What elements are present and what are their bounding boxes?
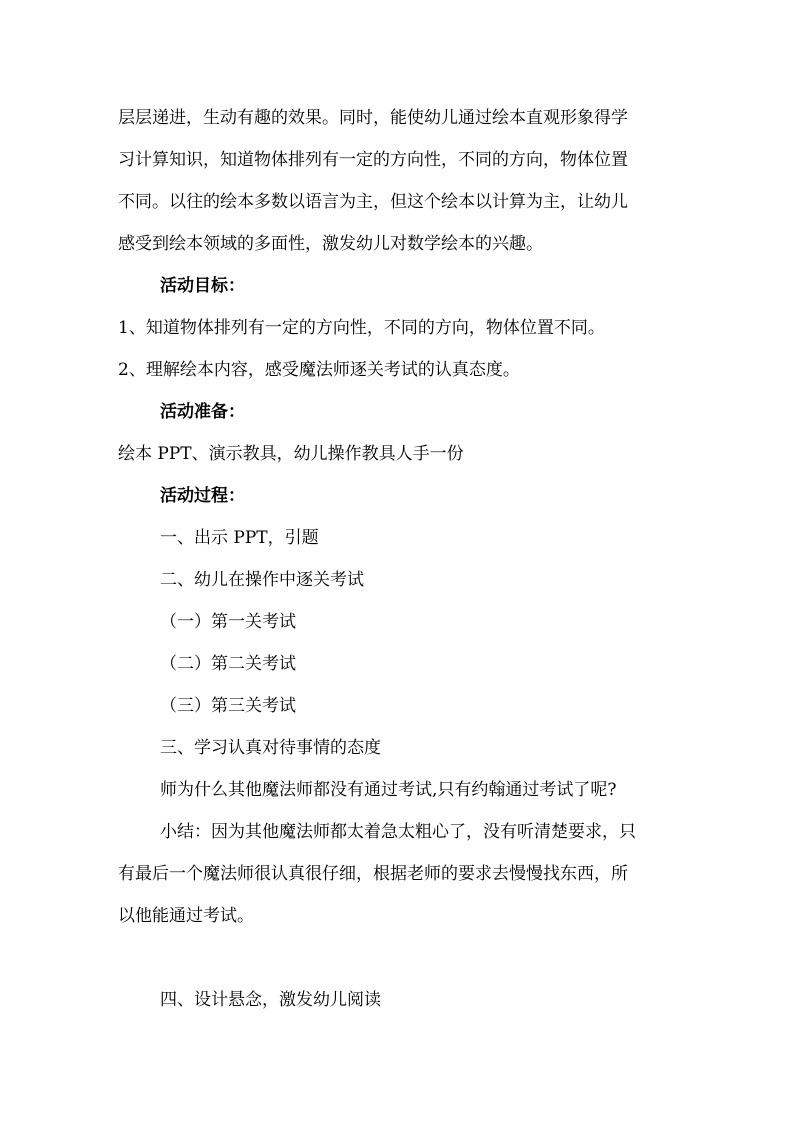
process-step-1: 一、出示 PPT，引题: [160, 528, 319, 548]
process-summary-2: 有最后一个魔法师很认真很仔细，根据老师的要求去慢慢找东西，所: [118, 864, 628, 884]
preparation-heading: 活动准备：: [160, 402, 245, 422]
intro-line-1: 层层递进，生动有趣的效果。同时，能使幼儿通过绘本直观形象得学: [118, 108, 628, 128]
process-sub-1: （一）第一关考试: [160, 612, 296, 632]
process-question: 师为什么其他魔法师都没有通过考试,只有约翰通过考试了呢?: [160, 780, 617, 800]
process-heading: 活动过程：: [160, 486, 245, 506]
intro-line-4: 感受到绘本领域的多面性，激发幼儿对数学绘本的兴趣。: [118, 234, 543, 254]
process-step-2: 二、幼儿在操作中逐关考试: [160, 570, 364, 590]
process-sub-3: （三）第三关考试: [160, 696, 296, 716]
process-step-3: 三、学习认真对待事情的态度: [160, 738, 381, 758]
goal-item-1: 1、知道物体排列有一定的方向性，不同的方向，物体位置不同。: [118, 318, 605, 338]
goal-item-2: 2、理解绘本内容，感受魔法师逐关考试的认真态度。: [118, 360, 520, 380]
process-step-4: 四、设计悬念，激发幼儿阅读: [160, 990, 381, 1010]
process-sub-2: （二）第二关考试: [160, 654, 296, 674]
goals-heading: 活动目标：: [160, 276, 245, 296]
intro-line-3: 不同。以往的绘本多数以语言为主，但这个绘本以计算为主，让幼儿: [118, 192, 628, 212]
process-summary-1: 小结：因为其他魔法师都太着急太粗心了，没有听清楚要求，只: [160, 822, 636, 842]
intro-line-2: 习计算知识，知道物体排列有一定的方向性，不同的方向，物体位置: [118, 150, 628, 170]
process-summary-3: 以他能通过考试。: [118, 906, 254, 926]
preparation-text: 绘本 PPT、演示教具，幼儿操作教具人手一份: [118, 444, 464, 464]
